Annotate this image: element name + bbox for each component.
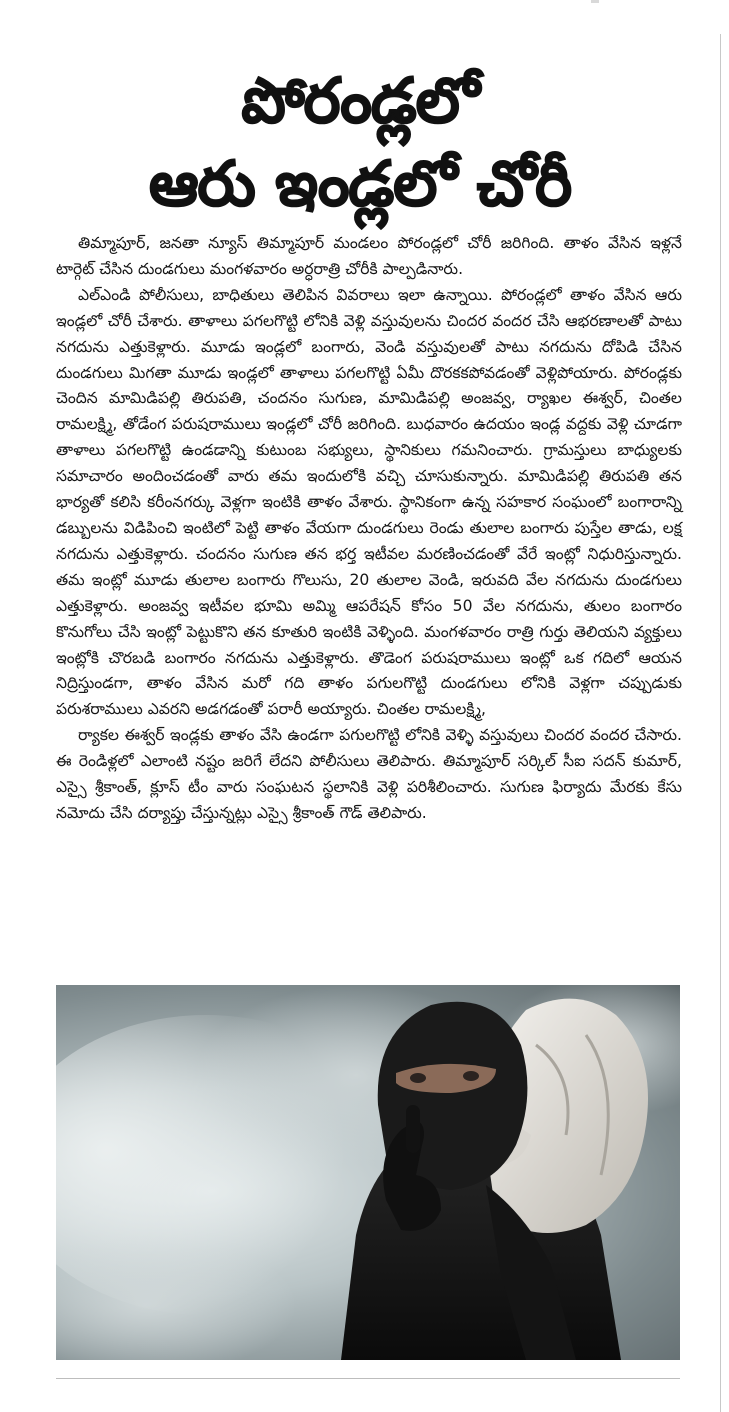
column-divider [720,34,721,1412]
page-edge-mark [591,0,599,3]
article-paragraph-3: ర్యాకల ఈశ్వర్ ఇండ్లకు తాళం వేసి ఉండగా పగులగొట్టి లోనికి వెళ్ళి వస్తువులు చిందర వందర చేసారు. ఈ రెండిళ్లలో ఎలాంటి నష్టం జరిగే లేదని పోలీసులు తెలిపారు. తిమ్మాపూర్ సర్కిల్ సీఐ సదన్ కుమార్, ఎస్సై శ్రీకాంత్, క్లూస్ టీం వారు సంఘటన స్థలానికి వెళ్లి పరిశీలించారు. సుగుణ ఫిర్యాదు మేరకు కేసు నమోదు చేసి దర్యాప్తు చేస్తున్నట్లు ఎస్సై శ్రీకాంత్ గౌడ్ తెలిపారు. [56,726,682,822]
headline [40,60,680,226]
bottom-divider [56,1378,680,1379]
masked-thief-with-sack-photo [56,985,680,1360]
raised-finger [406,1105,420,1153]
article-photo [56,985,680,1360]
eye-left [410,1073,426,1083]
headline-line-1: పోరండ్లలో [241,64,479,137]
article-paragraph-2: ఎల్ఎండి పోలీసులు, బాధితులు తెలిపిన వివరాలు ఇలా ఉన్నాయి. పోరండ్లలో తాళం వేసిన ఆరు ఇండ్లలో చోరీ చేశారు. తాళాలు పగలగొట్టి లోనికి వెళ్లి వస్తువులను చిందర వందర చేసి ఆభరణాలతో పాటు నగదును ఎత్తుకెళ్లారు. మూడు ఇండ్లలో బంగారు, వెండి వస్తువులతో పాటు నగదును దోపిడి చేసిన దుండగులు మిగతా మూడు ఇండ్లలో తాళాలు పగలగొట్టి ఏమీ దొరకకపోవడంతో వెళ్లిపోయారు. పోరండ్లకు చెందిన మామిడిపల్లి తిరుపతి, చందనం సుగుణ, మామిడిపల్లి అంజవ్వ, ర్యాఖల ఈశ్వర్, చింతల రామలక్ష్మి, తోడేంగ పరుషరాములు ఇండ్లలో చోరీ జరిగింది. బుధవారం ఉదయం ఇండ్ల వద్దకు వెళ్లి చూడగా తాళాలు పగలగొట్టి ఉండడాన్ని కుటుంబ సభ్యులు, స్థానికులు గమనించారు. గ్రామస్తులు బాధ్యులకు సమాచారం అందించడంతో వారు తమ ఇందులోకి వచ్చి చూసుకున్నారు. మామిడిపల్లి తిరుపతి తన భార్యతో కలిసి కరీంనగర్కు వెళ్లగా ఇంటికి తాళం వేశారు. స్థానికంగా ఉన్న సహకార సంఘంలో బంగారాన్ని డబ్బులను విడిపించి ఇంటిలో పెట్టి తాళం వేయగా దుండగులు రెండు తులాల బంగారు పుస్తేల తాడు, లక్ష నగదును ఎత్తుకెళ్లారు. చందనం సుగుణ తన భర్త ఇటీవల మరణించడంతో వేరే ఇంట్లో నిధురిస్తున్నారు. తమ ఇంట్లో మూడు తులాల బంగారు గొలుసు, 20 తులాల వెండి, ఇరువది వేల నగదును దుండగులు ఎత్తుకెళ్లారు. అంజవ్వ ఇటీవల భూమి అమ్మి ఆపరేషన్ కోసం 50 వేల నగదును, తులం బంగారం కొనుగోలు చేసి ఇంట్లో పెట్టుకొని తన కూతురి ఇంటికి వెళ్ళింది. మంగళవారం రాత్రి గుర్తు తెలియని వ్యక్తులు ఇంట్లోకి చొరబడి బంగారం నగదును ఎత్తుకెళ్లారు. తొడెంగ పరుషరాములు ఇంట్లో ఒక గదిలో ఆయన నిద్రిస్తుండగా, తాళం వేసిన మరో గది తాళం పగులగొట్టి దుండగులు లోనికి వెళ్లగా చప్పుడుకు పరుశరాములు ఎవరని అడగడంతో పరారీ అయ్యారు. చింతల రామలక్ష్మి, [56,285,682,719]
article-paragraph-1: తిమ్మాపూర్, జనతా న్యూస్ తిమ్మాపూర్ మండలం పోరండ్లలో చోరీ జరిగింది. తాళం వేసిన ఇళ్లనే టార్గెట్ చేసిన దుండగులు మంగళవారం అర్ధరాత్రి చోరీకి పాల్పడినారు. [56,234,682,278]
eye-right [463,1071,479,1081]
article-body [56,231,682,827]
headline-line-2: ఆరు ఇండ్లలో చోరీ [149,147,571,220]
